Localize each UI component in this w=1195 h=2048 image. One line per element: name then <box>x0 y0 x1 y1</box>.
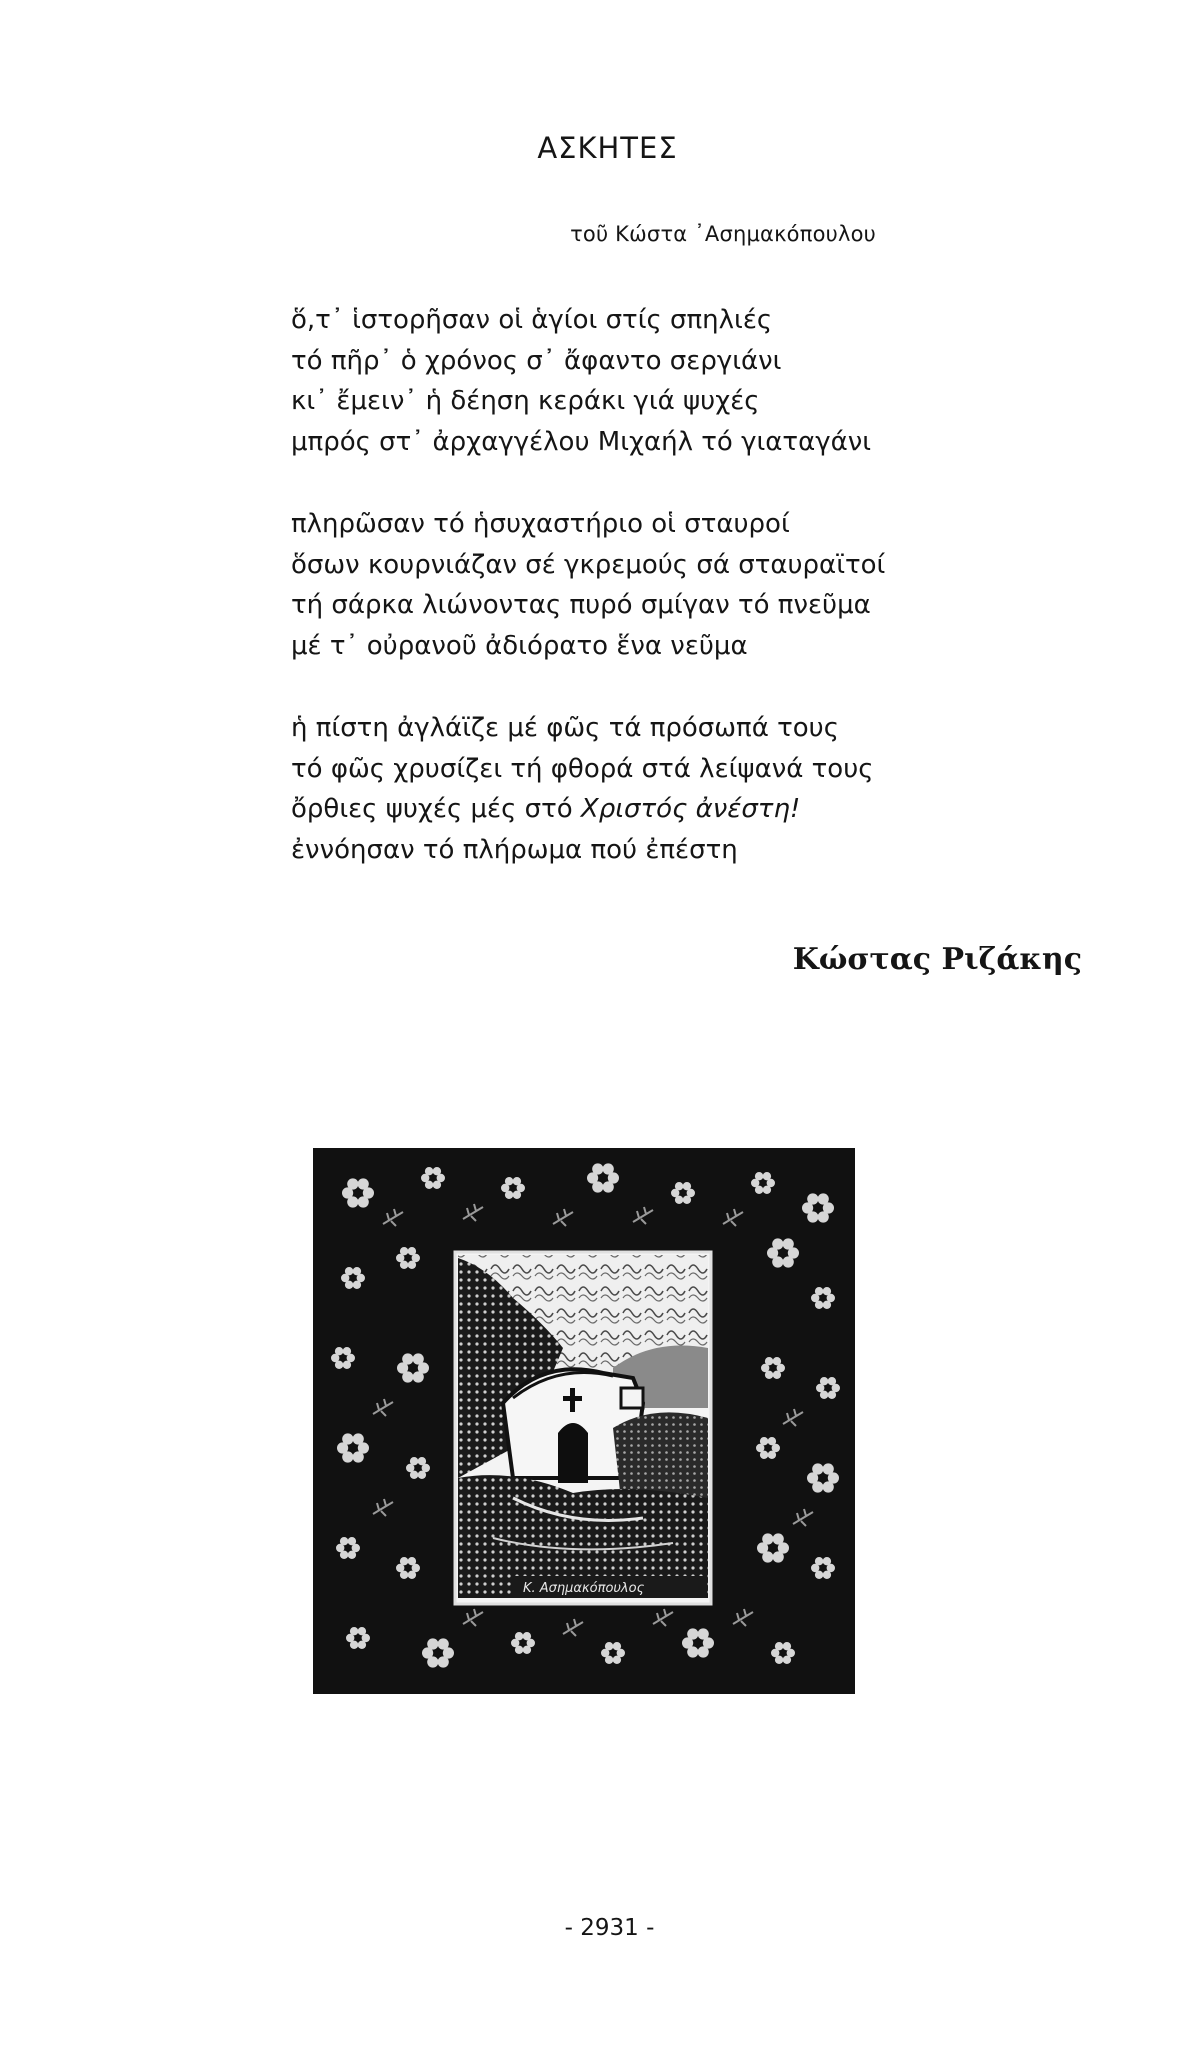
dedication: τοῦ Κώστα ᾿Ασημακόπουλου <box>570 222 876 246</box>
poem-line: πληρῶσαν τό ἡσυχαστήριο οἱ σταυροί <box>291 509 790 539</box>
poem-line: τό πῆρ᾿ ὁ χρόνος σ᾿ ἄφαντο σεργιάνι <box>291 345 782 376</box>
poem-line: τή σάρκα λιώνοντας πυρό σμίγαν τό πνεῦμα <box>291 590 871 620</box>
stanza-3 <box>291 708 911 870</box>
poem-line: ἡ πίστη ἀγλάϊζε μέ φῶς τά πρόσωπά τους <box>291 713 839 743</box>
artwork-svg <box>313 1148 855 1694</box>
poem-title: ΑΣΚΗΤΕΣ <box>537 131 678 165</box>
stanza-2 <box>291 504 911 666</box>
poem-line: μέ τ᾿ οὐρανοῦ ἀδιόρατο ἕνα νεῦμα <box>291 630 748 661</box>
artwork-signature: Κ. Ασημακόπουλος <box>523 1581 645 1596</box>
poem-line: τό φῶς χρυσίζει τή φθορά στά λείψανά τους <box>291 753 874 784</box>
poem-line: ἐννόησαν τό πλήρωμα πού ἐπέστη <box>291 834 738 865</box>
woodcut-chapel-illustration <box>313 1148 855 1694</box>
poem-line-with-italic <box>291 789 911 830</box>
stanza-1 <box>291 300 911 462</box>
page-number: - 2931 - <box>564 1915 655 1941</box>
inner-picture <box>455 1252 711 1604</box>
poem-line: ὅσων κουρνιάζαν σέ γκρεμούς σά σταυραϊτοί <box>291 549 886 580</box>
author-signature: Κώστας Ριζάκης <box>792 942 1082 977</box>
poem-body <box>291 300 911 912</box>
poem-line-prefix: ὄρθιες ψυχές μές στό <box>291 794 581 824</box>
poem-italic-phrase: Χριστός ἀνέστη! <box>580 794 801 824</box>
poem-line: μπρός στ᾿ ἀρχαγγέλου Μιχαήλ τό γιαταγάνι <box>291 426 872 457</box>
poem-line: κι᾿ ἔμειν᾿ ἡ δέηση κεράκι γιά ψυχές <box>291 386 760 416</box>
poem-line: ὅ,τ᾿ ἱστορῆσαν οἱ ἁγίοι στίς σπηλιές <box>291 305 773 335</box>
